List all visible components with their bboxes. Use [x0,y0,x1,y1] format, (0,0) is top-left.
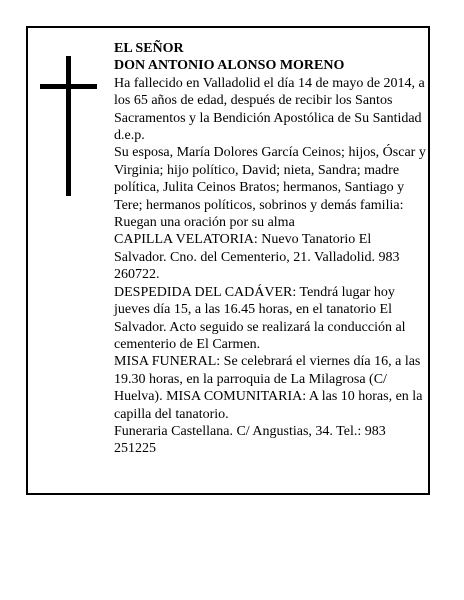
cross-horizontal-bar [40,84,97,89]
family-line: Virginia; hijo político, David; nieta, Sandra; madre [114,162,400,178]
farewell-line: DESPEDIDA DEL CADÁVER: Tendrá lugar hoy [114,284,395,300]
wake-chapel-line: 260722. [114,267,160,283]
funeral-home-line: 251225 [114,441,156,457]
death-announcement-line: Ha fallecido en Valladolid el día 14 de mayo de 2014, a [114,75,425,91]
death-announcement-line: Sacramentos y la Bendición Apostólica de Su Santidad [114,110,422,126]
farewell-line: jueves día 15, a las 16.45 horas, en el tanatorio El [114,302,392,318]
family-line: Tere; hermanos políticos, sobrinos y demás familia: [114,197,404,213]
wake-chapel-line: CAPILLA VELATORIA: Nuevo Tanatorio El [114,232,372,248]
funeral-mass-line: capilla del tanatorio. [114,406,229,422]
rip-line: d.e.p. [114,128,145,144]
notice-text [114,40,426,458]
prayer-request-line: Ruegan una oración por su alma [114,215,295,231]
obituary-notice [26,26,430,495]
farewell-line: Salvador. Acto seguido se realizará la conducción al [114,319,406,335]
wake-chapel-line: Salvador. Cno. del Cementerio, 21. Valladolid. 983 [114,249,400,265]
family-line: Su esposa, María Dolores García Ceinos; hijos, Óscar y [114,145,426,161]
family-line: política, Julita Ceinos Bratos; hermanos, Santiago y [114,180,405,196]
notice-title: EL SEÑOR [114,41,184,56]
farewell-line: cementerio de El Carmen. [114,336,261,352]
funeral-home-line: Funeraria Castellana. C/ Angustias, 34. Tel.: 983 [114,423,386,439]
deceased-name: DON ANTONIO ALONSO MORENO [114,58,345,74]
death-announcement-line: los 65 años de edad, después de recibir los Santos [114,93,393,109]
cross-vertical-bar [66,56,71,196]
funeral-mass-line: Huelva). MISA COMUNITARIA: A las 10 horas, en la [114,389,423,405]
funeral-mass-line: 19.30 horas, en la parroquia de La Milagrosa (C/ [114,371,387,387]
funeral-mass-line: MISA FUNERAL: Se celebrará el viernes día 16, a las [114,354,421,370]
